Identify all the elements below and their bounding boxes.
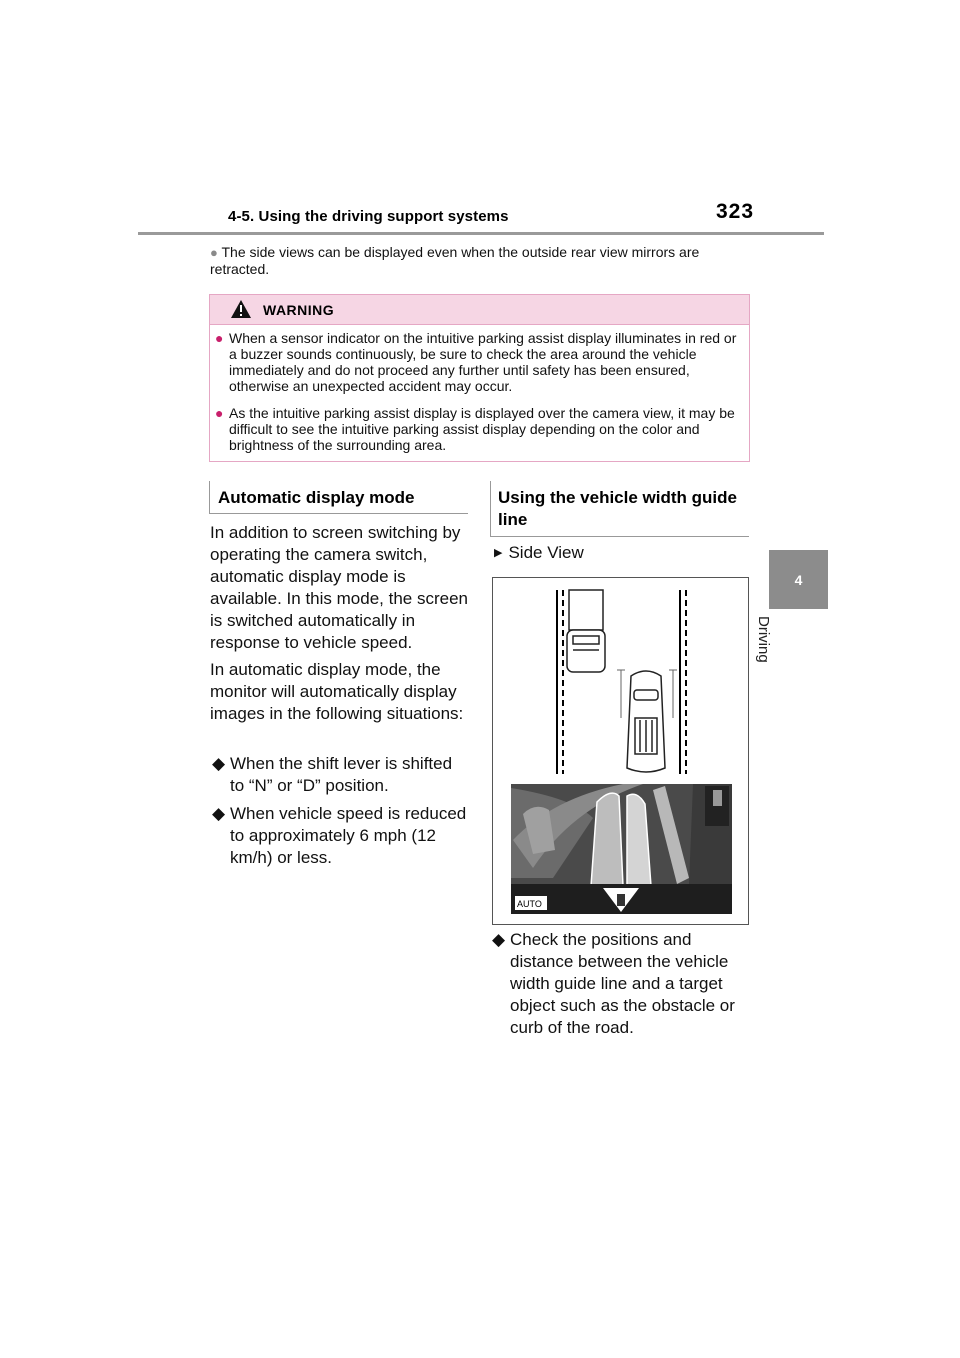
chapter-number: 4 [794,571,803,588]
list-item-text: Check the positions and distance between the vehicle width guide line and a target object such as the obstacle or curb of the road. [510,930,735,1037]
bullet-icon: ● [210,245,218,260]
warning-item [215,405,745,453]
diamond-bullet-icon: ◆ [212,754,226,773]
heading-bracket [209,481,210,514]
section-heading-automatic-display: Automatic display mode [218,488,415,507]
lane-line-left [557,590,563,774]
diamond-bullet-icon: ◆ [212,804,226,823]
list-item-text: When vehicle speed is reduced to approximately 6 mph (12 km/h) or less. [230,804,467,867]
paragraph: In addition to screen switching by operating the camera switch, automatic display mode is available. In this mode, the screen is switched automatically in response to vehicle speed. [210,523,468,652]
chapter-label [755,612,790,672]
warning-item-text: When a sensor indicator on the intuitive parking assist display illuminates in red or a buzzer sounds continuously, be sure to check the area around the vehicle immediately and do not proceed any further until safety has been ensured, otherwise an unexpected accident may occur. [229,330,737,394]
warning-triangle-icon [230,299,252,319]
side-view-illustration [492,577,749,925]
section-title: 4-5. Using the driving support systems [228,208,509,225]
side-view-label-text: Side View [508,543,584,562]
side-view-label [494,543,584,563]
warning-title: WARNING [263,302,335,318]
warning-item-text: As the intuitive parking assist display is displayed over the camera view, it may be difficult to see the intuitive parking assist display depending on the color and brightness of the surrounding area. [229,405,735,453]
section-heading-width-guide-line: Using the vehicle width guide line [498,488,737,529]
chapter-tab[interactable] [769,550,828,609]
page-number: 323 [716,200,755,223]
heading-bracket [490,481,491,537]
bullet-icon: ● [215,405,224,421]
header-divider [138,232,824,235]
note-text: The side views can be displayed even when the outside rear view mirrors are retracted. [210,244,700,277]
lane-line-right [680,590,686,774]
heading-underline [209,513,468,514]
paragraph: In automatic display mode, the monitor will automatically display images in the following situations: [210,660,464,723]
list-item [212,803,470,869]
camera-view-screen [511,784,732,914]
bullet-icon: ● [215,330,224,346]
heading-underline [490,536,749,537]
chapter-label-text: Driving [755,616,772,663]
list-item-text: When the shift lever is shifted to “N” or “D” position. [230,754,453,795]
diamond-bullet-icon: ◆ [492,930,506,949]
list-item [492,929,754,1039]
parked-truck-icon [567,590,605,672]
own-vehicle-icon [627,671,665,772]
triangle-right-icon: ▶ [494,547,503,559]
warning-item [215,330,745,394]
auto-mode-label: AUTO [517,899,542,909]
note [210,244,755,277]
list-item [212,753,470,797]
